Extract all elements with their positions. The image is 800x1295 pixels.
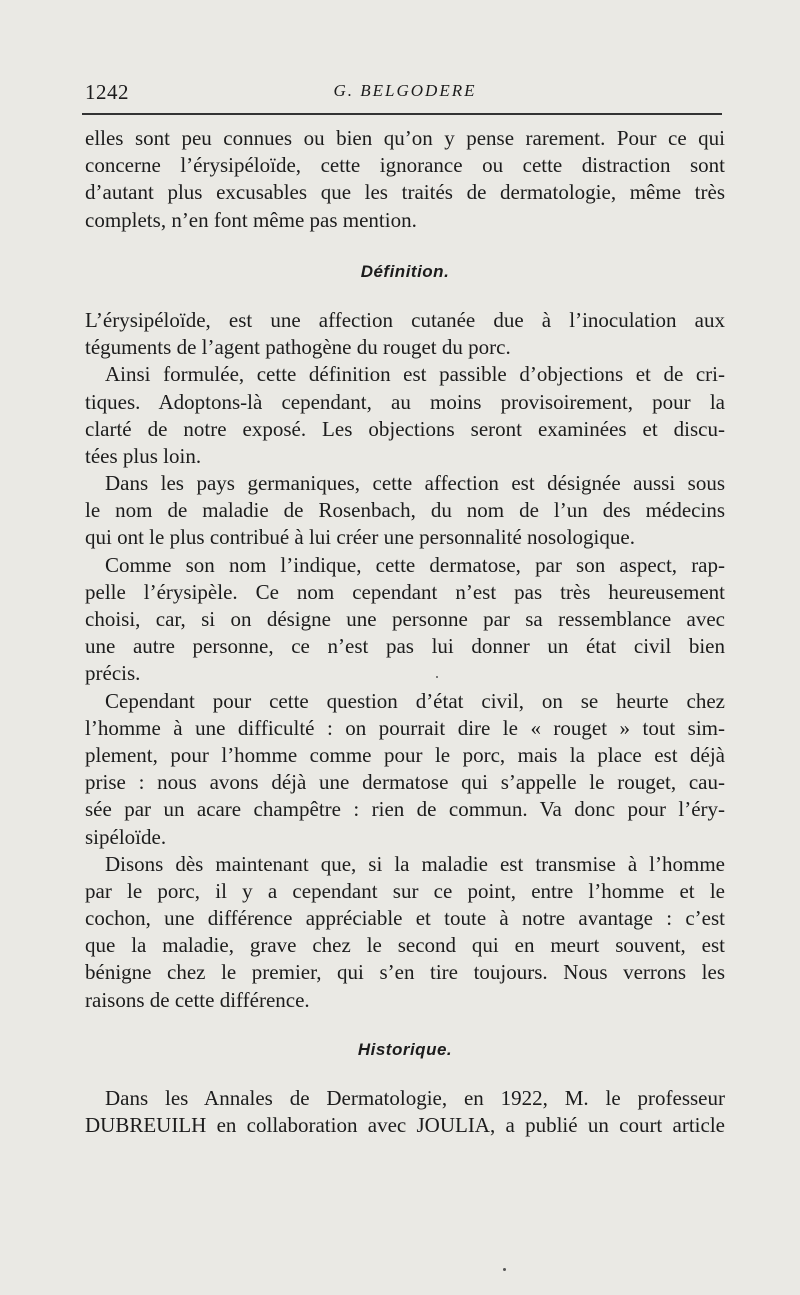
paragraph-6 xyxy=(85,688,725,851)
paragraph-8 xyxy=(85,1085,725,1139)
page-number: 1242 xyxy=(85,80,129,104)
paragraph-2 xyxy=(85,307,725,361)
text-line: qui ont le plus contribué à lui créer une personnalité nosologique. xyxy=(85,525,635,550)
text-line: DUBREUILH en collaboration avec JOULIA, a publié un court article xyxy=(85,1113,725,1138)
text-line: téguments de l’agent pathogène du rouget du porc. xyxy=(85,335,511,360)
text-line: bénigne chez le premier, qui s’en tire toujours. Nous verrons les xyxy=(85,960,725,985)
paragraph-7 xyxy=(85,851,725,1014)
paragraph-1 xyxy=(85,125,725,234)
body-text xyxy=(85,125,725,1139)
text-line: cochon, une différence appréciable et toute à notre avantage : c’est xyxy=(85,906,725,931)
text-line: complets, n’en font même pas mention. xyxy=(85,207,417,232)
text-line: tées plus loin. xyxy=(85,443,202,468)
paper-speck xyxy=(436,676,438,678)
text-line: concerne l’érysipéloïde, cette ignorance ou cette distraction sont xyxy=(85,153,725,178)
text-line: le nom de maladie de Rosenbach, du nom de l’un des médecins xyxy=(85,498,725,523)
text-line: Disons dès maintenant que, si la maladie est transmise à l’homme xyxy=(105,851,725,876)
text-line: choisi, car, si on désigne une personne par sa ressemblance avec xyxy=(85,607,725,632)
text-line: que la maladie, grave chez le second qui en meurt souvent, est xyxy=(85,933,725,958)
text-line: d’autant plus excusables que les traités de dermatologie, même très xyxy=(85,180,725,205)
text-line: une autre personne, ce n’est pas lui donner un état civil bien xyxy=(85,634,725,659)
paragraph-4 xyxy=(85,470,725,552)
text-line: sipéloïde. xyxy=(85,824,167,849)
section-heading-historique: Historique. xyxy=(357,1039,453,1059)
text-line: tiques. Adoptons-là cependant, au moins provisoirement, pour la xyxy=(85,389,725,414)
text-line: L’érysipéloïde, est une affection cutanée due à l’inoculation aux xyxy=(85,307,725,332)
text-line: Dans les pays germaniques, cette affection est désignée aussi sous xyxy=(105,471,725,496)
text-line: Dans les Annales de Dermatologie, en 1922, M. le professeur xyxy=(105,1086,725,1111)
text-line: pelle l’érysipèle. Ce nom cependant n’est pas très heureusement xyxy=(85,579,725,604)
header-rule xyxy=(82,113,722,115)
text-line: sée par un acare champêtre : rien de commun. Va donc pour l’éry- xyxy=(85,797,725,822)
paragraph-3 xyxy=(85,361,725,470)
paper-speck xyxy=(503,1268,506,1271)
text-line: plement, pour l’homme comme pour le porc, mais la place est déjà xyxy=(85,742,725,767)
text-line: Ainsi formulée, cette définition est passible d’objections et de cri- xyxy=(105,362,725,387)
text-line: prise : nous avons déjà une dermatose qui s’appelle le rouget, cau- xyxy=(85,770,725,795)
text-line: Comme son nom l’indique, cette dermatose, par son aspect, rap- xyxy=(105,552,725,577)
section-heading-definition: Définition. xyxy=(360,261,450,281)
paragraph-5 xyxy=(85,552,725,688)
page-header xyxy=(85,80,725,106)
text-line: l’homme à une difficulté : on pourrait dire le « rouget » tout sim- xyxy=(85,715,725,740)
running-head: G. BELGODERE xyxy=(333,81,477,100)
text-line: par le porc, il y a cependant sur ce point, entre l’homme et le xyxy=(85,878,725,903)
text-line: raisons de cette différence. xyxy=(85,987,310,1012)
text-line: clarté de notre exposé. Les objections seront examinées et discu- xyxy=(85,416,725,441)
text-line: elles sont peu connues ou bien qu’on y pense rarement. Pour ce qui xyxy=(85,126,725,150)
text-line: Cependant pour cette question d’état civil, on se heurte chez xyxy=(105,688,725,713)
text-line: précis. xyxy=(85,661,141,686)
